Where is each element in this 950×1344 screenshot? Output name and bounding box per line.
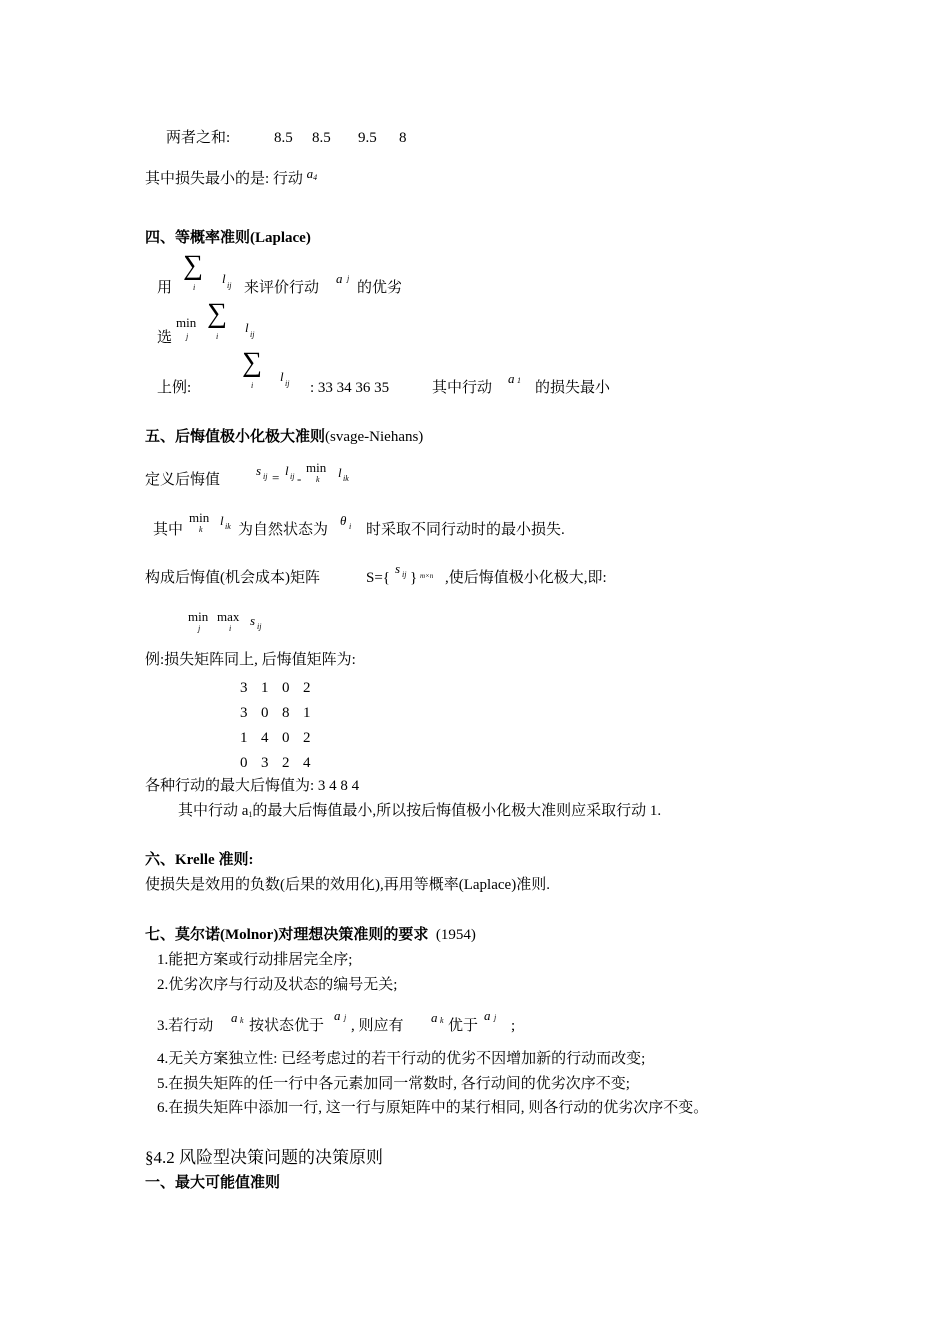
- def-l1: l: [285, 463, 289, 478]
- sec7-item-2: 2.优劣次序与行动及状态的编号无关;: [157, 977, 398, 993]
- sec7-item-4: 4.无关方案独立性: 已经考虑过的若干行动的优劣不因增加新的行动而改变;: [157, 1051, 646, 1067]
- def-minus: -: [297, 471, 302, 486]
- matrix-cell: 0: [282, 730, 290, 746]
- item3-a-k2: a: [431, 1010, 438, 1025]
- sec5-conclusion: [178, 802, 661, 820]
- item3-j2-sub: j: [494, 1013, 497, 1022]
- sec6-body: 使损失是效用的负数(后果的效用化),再用等概率(Laplace)准则.: [145, 877, 550, 893]
- matrix-cell: 1: [261, 680, 269, 696]
- sec5-title: [145, 428, 423, 446]
- where-l: l: [220, 513, 224, 528]
- matrix-row: [240, 726, 324, 751]
- where-theta-sub: i: [349, 522, 352, 531]
- matrix-cell: 3: [240, 680, 248, 696]
- where-min-k: k: [199, 525, 203, 534]
- sec5-where-prefix: 其中: [153, 522, 184, 538]
- where-theta: θ: [340, 513, 347, 528]
- min-op: min: [176, 315, 197, 330]
- l-var: l: [222, 271, 226, 286]
- min-loss-line: [145, 166, 318, 188]
- sec5-matrix-tail: ,使后悔值极小化极大,即:: [445, 570, 607, 586]
- sum-value-1: 8.5: [274, 130, 293, 146]
- sum-index: i: [193, 283, 196, 292]
- sec7-title: [145, 926, 476, 944]
- sec4-example: 上例:: [157, 380, 192, 396]
- sum-both-label: 两者之和:: [166, 130, 231, 146]
- sec4-use: 用: [157, 280, 173, 296]
- matrix-cell: 8: [282, 705, 290, 721]
- def-l1-sub: ij: [290, 472, 295, 481]
- regret-matrix: [240, 676, 324, 776]
- sec7-item3-d: 优于: [448, 1018, 479, 1034]
- l-sub: ij: [227, 281, 232, 290]
- matrix-cell: 2: [282, 755, 290, 771]
- sum-index-2: i: [216, 332, 219, 341]
- def-min: min: [306, 460, 327, 475]
- sum-both-line: [166, 129, 230, 147]
- min-loss-sub: 4: [313, 173, 318, 182]
- matrix-cell: 2: [303, 730, 311, 746]
- item3-a-j2: a: [484, 1008, 491, 1023]
- l-sub-2: ij: [250, 330, 255, 339]
- sec4-choose: 选: [157, 330, 173, 346]
- sec7-item3-a: 3.若行动: [157, 1018, 214, 1034]
- where-min: min: [189, 510, 210, 525]
- sec4-eval-text: 来评价行动: [244, 280, 320, 296]
- sec7-title-bold: 七、莫尔诺(Molnor)对理想决策准则的要求: [145, 927, 429, 943]
- sec7-item3-b: 按状态优于: [249, 1018, 325, 1034]
- sec4-title: 四、等概率准则(Laplace): [145, 230, 311, 246]
- min-index: j: [186, 332, 189, 341]
- sec5-def-label: 定义后悔值: [145, 472, 221, 488]
- matrix-dim: m×n: [420, 572, 434, 580]
- matrix-close: }: [410, 570, 418, 586]
- matrix-cell: 0: [240, 755, 248, 771]
- a-var: a: [336, 271, 343, 286]
- matrix-cell: 3: [240, 705, 248, 721]
- l-sub-3: ij: [285, 379, 290, 388]
- minmax-min: min: [188, 609, 209, 624]
- matrix-cell: 1: [240, 730, 248, 746]
- min-loss-text: 其中损失最小的是: 行动: [145, 171, 303, 187]
- sec7-item3-e: ;: [511, 1018, 516, 1034]
- matrix-cell: 0: [261, 705, 269, 721]
- conclusion-sub: 1: [248, 810, 253, 819]
- matrix-s-var: s: [395, 561, 401, 576]
- def-s: s: [256, 463, 262, 478]
- conclusion-pre: 其中行动 a: [178, 803, 249, 819]
- def-s-sub: ij: [263, 472, 268, 481]
- sum-index-3: i: [251, 381, 254, 390]
- sum-value-4: 8: [399, 130, 407, 146]
- sec5-title-rest: (svage-Niehans): [325, 429, 424, 445]
- sec42-subtitle: 一、最大可能值准则: [145, 1175, 281, 1191]
- sec7-title-year: (1954): [435, 927, 476, 943]
- sec4-example-tail2: 的损失最小: [535, 380, 611, 396]
- conclusion-post: 的最大后悔值最小,所以按后悔值极小化极大准则应采取行动 1.: [252, 803, 662, 819]
- sec5-title-bold: 五、后悔值极小化极大准则: [145, 429, 326, 445]
- sec5-matrix-label: 构成后悔值(机会成本)矩阵: [145, 570, 320, 586]
- sum-value-3: 9.5: [358, 130, 377, 146]
- sec5-max-regret: 各种行动的最大后悔值为: 3 4 8 4: [145, 778, 360, 794]
- sec7-item-1: 1.能把方案或行动排居完全序;: [157, 952, 353, 968]
- sec4-example-values: : 33 34 36 35: [310, 380, 390, 396]
- sec4-example-tail1: 其中行动: [432, 380, 493, 396]
- minmax-s-sub: ij: [257, 622, 262, 631]
- sec6-title: 六、Krelle 准则:: [145, 852, 254, 868]
- sum-symbol: ∑: [183, 250, 203, 281]
- l-var-2: l: [245, 320, 249, 335]
- sec7-item3-c: , 则应有: [351, 1018, 404, 1034]
- min-loss-var: a: [306, 166, 314, 181]
- minmax-s: s: [250, 613, 256, 628]
- item3-k-sub: k: [240, 1016, 244, 1025]
- sum-symbol-2: ∑: [207, 298, 227, 329]
- sum-value-2: 8.5: [312, 130, 331, 146]
- def-eq: =: [272, 470, 280, 485]
- a-var-2: a: [508, 371, 515, 386]
- matrix-s-open: S={: [366, 570, 391, 586]
- l-var-3: l: [280, 369, 284, 384]
- where-l-sub: ik: [225, 522, 231, 531]
- matrix-s-sub: ij: [402, 570, 407, 579]
- matrix-cell: 4: [261, 730, 269, 746]
- sec4-eval-tail: 的优劣: [357, 280, 403, 296]
- matrix-row: [240, 701, 324, 726]
- minmax-i: i: [229, 624, 232, 633]
- def-l2-sub: ik: [343, 474, 349, 483]
- sec7-item-6: 6.在损失矩阵中添加一行, 这一行与原矩阵中的某行相同, 则各行动的优劣次序不变。: [157, 1100, 709, 1116]
- sum-symbol-3: ∑: [242, 347, 262, 378]
- a-sub-j: j: [347, 274, 350, 283]
- matrix-row: [240, 751, 324, 776]
- item3-k2-sub: k: [440, 1016, 444, 1025]
- matrix-row: [240, 676, 324, 701]
- sec5-where-tail: 时采取不同行动时的最小损失.: [366, 522, 565, 538]
- matrix-cell: 3: [261, 755, 269, 771]
- def-min-k: k: [316, 475, 320, 484]
- sec7-item-5: 5.在损失矩阵的任一行中各元素加同一常数时, 各行动间的优劣次序不变;: [157, 1076, 630, 1092]
- matrix-cell: 0: [282, 680, 290, 696]
- sec5-where-mid: 为自然状态为: [238, 522, 329, 538]
- matrix-cell: 1: [303, 705, 311, 721]
- matrix-cell: 2: [303, 680, 311, 696]
- a-sub-1: 1: [517, 376, 521, 385]
- item3-j-sub: j: [344, 1013, 347, 1022]
- def-l2: l: [338, 465, 342, 480]
- sec42-title: §4.2 风险型决策问题的决策原则: [145, 1148, 383, 1167]
- matrix-cell: 4: [303, 755, 311, 771]
- item3-a-j: a: [334, 1008, 341, 1023]
- sec5-example-label: 例:损失矩阵同上, 后悔值矩阵为:: [145, 652, 356, 668]
- minmax-j: j: [198, 624, 201, 633]
- minmax-max: max: [217, 609, 240, 624]
- item3-a-k: a: [231, 1010, 238, 1025]
